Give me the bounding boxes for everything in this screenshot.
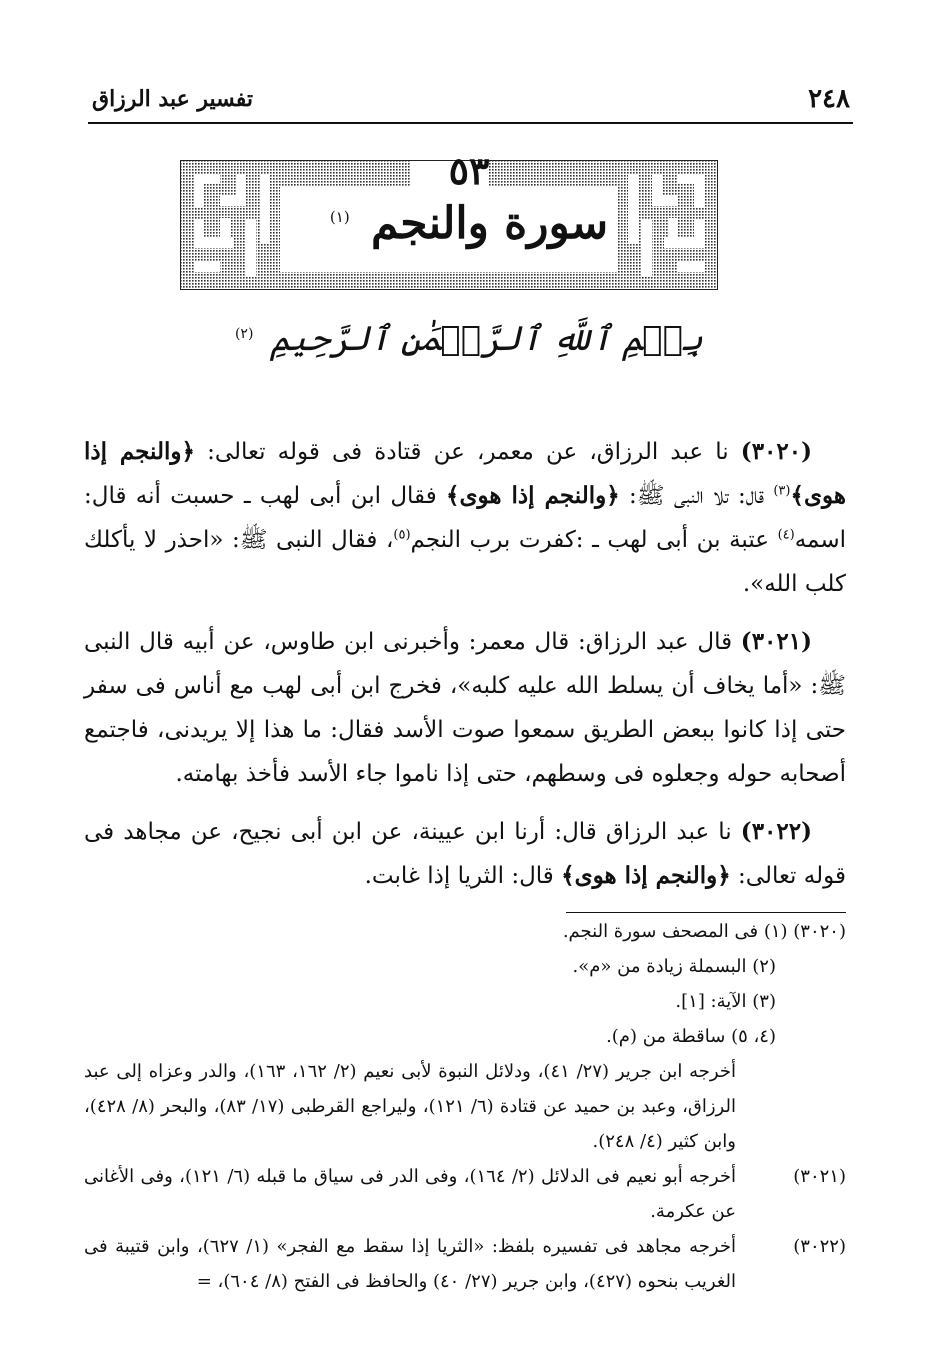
- main-text: [84, 430, 846, 912]
- paragraph-3021: [84, 620, 846, 796]
- surah-note-ref: (١): [329, 208, 350, 227]
- quran-verse: ﴿والنجم إذا هوى﴾: [446, 482, 620, 509]
- paragraph-text: عتبة بن أبى لهب ـ :كفرت برب النجم: [410, 527, 778, 553]
- footnote-body: أخرجه أبو نعيم فى الدلائل (٢/ ١٦٤)، وفى الدر فى سياق ما قبله (٦/ ١٢١)، وفى الأغانى عن عكرمة.: [84, 1166, 736, 1222]
- footnote-3: (٣) الآية: [١].: [675, 991, 776, 1012]
- footnote-ref: (٣): [773, 483, 791, 499]
- footnote-divider: [566, 912, 846, 913]
- book-title: تفسير عبد الرزاق: [92, 86, 254, 112]
- paragraph-text: ، فقال النبى ﷺ: «احذر لا يأكلك كلب الله».: [84, 527, 846, 597]
- basmala: [0, 318, 938, 359]
- footnote-label: (٣٠٢٢): [793, 1236, 846, 1257]
- footnote-takhrij-3021: [84, 1159, 846, 1229]
- quran-verse: ﴿والنجم إذا هوى﴾: [84, 438, 846, 509]
- page-number: ٢٤٨: [808, 84, 850, 114]
- header-divider: [88, 122, 853, 124]
- hadith-number: (٣٠٢١): [740, 628, 812, 655]
- hadith-number: (٣٠٢٢): [740, 818, 812, 845]
- footnote-2: (٢) البسملة زيادة من «م».: [572, 956, 776, 977]
- basmala-text: بِسۡمِ ٱللَّهِ ٱلرَّحۡمَٰنِ ٱلرَّحِيمِ: [270, 319, 704, 359]
- paragraph-text: قال: الثريا إذا غابت.: [364, 863, 562, 889]
- surah-name: سورة والنجم: [371, 198, 609, 249]
- footnote-ref: (٤): [777, 527, 795, 543]
- surah-number: ٥٣: [448, 148, 490, 193]
- paragraph-text: قال: تلا النبى ﷺ:: [619, 483, 774, 509]
- paragraph-text: نا عبد الرزاق، عن معمر، عن قتادة فى قوله تعالى:: [194, 439, 741, 465]
- paragraph-text: نا عبد الرزاق قال: أرنا ابن عيينة، عن ابن أبى نجيح، عن مجاهد فى قوله تعالى:: [84, 819, 846, 889]
- footnote-takhrij-3020: أخرجه ابن جرير (٢٧/ ٤١)، ودلائل النبوة لأبى نعيم (٢/ ١٦٢، ١٦٣)، والدر وعزاه إلى عبد الرزاق، وعبد بن حميد عن قتادة (٦/ ١٢١)، وليراجع القرطبى (١٧/ ٨٣)، والبحر (٨/ ٤٢٨)، وابن كثير (٤/ ٢٤٨).: [84, 1061, 736, 1152]
- footnote-takhrij-3022: [84, 1229, 846, 1299]
- footnote-label: (٣٠٢١): [793, 1166, 846, 1187]
- paragraph-text: فقال ابن أبى لهب ـ حسبت أنه قال: اسمه: [84, 483, 846, 553]
- hadith-number: (٣٠٢٠): [740, 438, 812, 465]
- footnote-body: أخرجه مجاهد فى تفسيره بلفظ: «الثريا إذا سقط مع الفجر» (١/ ٦٢٧)، وابن قتيبة فى الغريب بنحوه (٤٢٧)، وابن جرير (٢٧/ ٤٠) والحافظ فى الفتح (٨/ ٦٠٤)، =: [84, 1236, 736, 1292]
- footnotes: [84, 914, 846, 1299]
- paragraph-3020: [84, 430, 846, 606]
- footnote-1: (٣٠٢٠) (١) فى المصحف سورة النجم.: [562, 921, 846, 942]
- quran-verse: ﴿والنجم إذا هوى﴾: [561, 862, 731, 889]
- footnote-4: (٤، ٥) ساقطة من (م).: [606, 1026, 776, 1047]
- surah-title: [0, 198, 938, 249]
- paragraph-3022: [84, 810, 846, 898]
- basmala-note-ref: (٢): [234, 325, 254, 342]
- footnote-ref: (٥): [393, 527, 411, 543]
- paragraph-text: قال عبد الرزاق: قال معمر: وأخبرنى ابن طاوس، عن أبيه قال النبى ﷺ: «أما يخاف أن يسلط الله عليه كلبه»، فخرج ابن أبى لهب مع أناس فى سفر حتى إذا كانوا ببعض الطريق سمعوا صوت الأسد فقال: ما هذا إلا يريدنى، فاجتمع أصحابه حوله وجعلوه فى وسطهم، حتى إذا ناموا جاء الأسد فأخذ بهامته.: [84, 629, 846, 787]
